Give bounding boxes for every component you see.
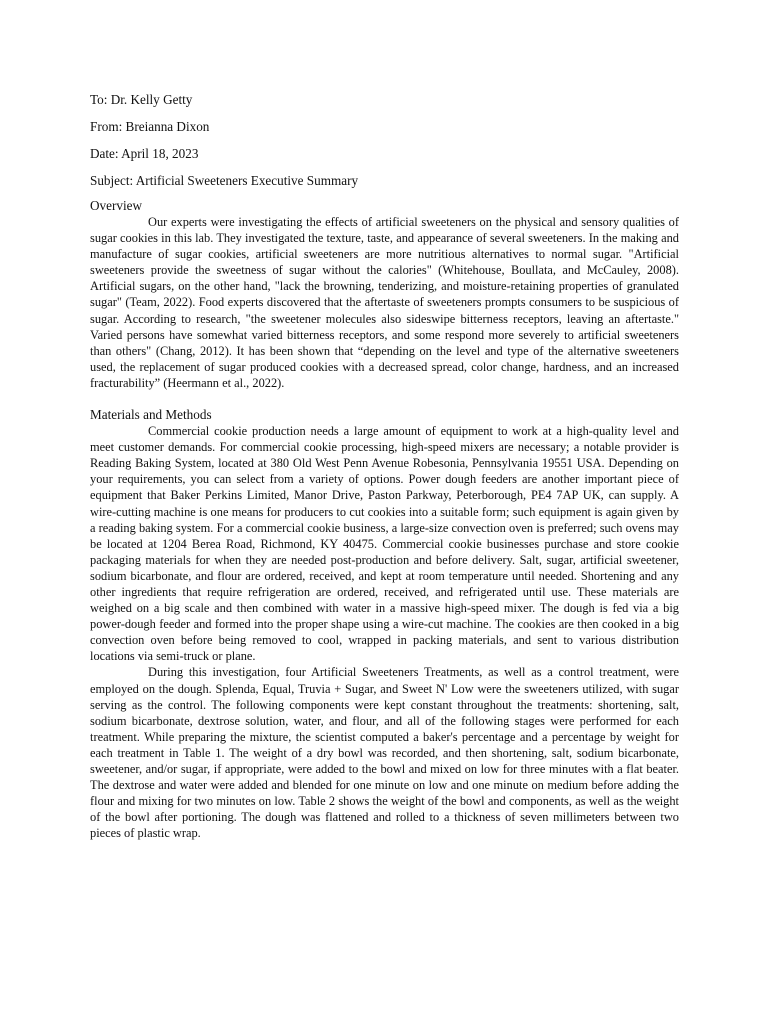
materials-paragraph-1: Commercial cookie production needs a large amount of equipment to work at a high-quality level and meet customer demands. For commercial cookie processing, high-speed mixers are necessary; a notable provider is Reading Baking System, located at 380 Old West Penn Avenue Robesonia, Pennsylvania 19551 USA. Depending on your requirements, you can select from a variety of options. Power dough feeders are another important piece of equipment that Baker Perkins Limited, Manor Drive, Paston Parkway, Peterborough, PE4 7AP UK, can supply. A wire-cutting machine is one means for producers to cut cookies into a suitable form; such equipment is again given by a reading baking system. For a commercial cookie business, a large-size convection oven is preferred; such ovens may be located at 1204 Berea Road, Richmond, KY 40475. Commercial cookie businesses purchase and store cookie packaging materials for when they are needed post-production and before delivery. Salt, sugar, artificial sweetener, sodium bicarbonate, and flour are ordered, received, and kept at room temperature until needed. Shortening and any other ingredients that require refrigeration are ordered, received, and refrigerated until use. These materials are weighed on a big scale and then combined with water in a massive high-speed mixer. The dough is fed via a big power-dough feeder and formed into the proper shape using a wire-cut machine. The cookies are then cooked in a big convection oven before being removed to cool, wrapped in packing materials, and sent to various distribution locations via semi-truck or plane.	[90, 424, 679, 664]
materials-heading: Materials and Methods	[90, 407, 212, 423]
overview-paragraph: Our experts were investigating the effects of artificial sweeteners on the physical and sensory qualities of sugar cookies in this lab. They investigated the texture, taste, and appearance of several sweeteners. In the making and manufacture of sugar cookies, artificial sweeteners are more nutritious alternatives to normal sugar. "Artificial sweeteners provide the sweetness of sugar without the calories" (Whitehouse, Boullata, and McCauley, 2008). Artificial sugars, on the other hand, "lack the browning, tenderizing, and moisture-retaining properties of granulated sugar" (Team, 2022). Food experts discovered that the aftertaste of sweeteners prompts consumers to be suspicious of sugar. According to research, "the sweetener molecules also sideswipe bitterness receptors, leaving an aftertaste." Varied persons have somewhat varied bitterness receptors, and some respond more severely to artificial sweeteners than others" (Chang, 2012). It has been shown that “depending on the level and type of the alternative sweeteners used, the replacement of sugar produced cookies with a decreased spread, color change, hardness, and an increased fracturability” (Heermann et al., 2022).	[90, 215, 679, 390]
overview-heading: Overview	[90, 198, 142, 213]
document-page	[90, 91, 679, 841]
materials-section	[90, 407, 679, 841]
overview-section	[90, 198, 679, 391]
memo-from: From: Breianna Dixon	[90, 119, 210, 134]
memo-to: To: Dr. Kelly Getty	[90, 92, 193, 107]
memo-subject: Subject: Artificial Sweeteners Executive Summary	[90, 173, 359, 188]
section-spacer	[90, 391, 679, 407]
memo-date: Date: April 18, 2023	[90, 146, 199, 161]
materials-paragraph-2: During this investigation, four Artificial Sweeteners Treatments, as well as a control treatment, were employed on the dough. Splenda, Equal, Truvia + Sugar, and Sweet N' Low were the sweeteners utilized, with sugar serving as the control. The following components were kept constant throughout the treatments: shortening, salt, sodium bicarbonate, dextrose solution, water, and flour, and all of the following stages were performed for each treatment. While preparing the mixture, the scientist computed a baker's percentage and a percentage by weight for each treatment in Table 1. The weight of a dry bowl was recorded, and then shortening, salt, sodium bicarbonate, sweetener, and/or sugar, if appropriate, were added to the bowl and mixed on low for three minutes with a flat beater. The dextrose and water were added and blended for one minute on low and one minute on medium before adding the flour and mixing for two minutes on low. Table 2 shows the weight of the bowl and components, as well as the weight of the bowl after portioning. The dough was flattened and rolled to a thickness of seven millimeters between two pieces of plastic wrap.	[90, 665, 679, 841]
